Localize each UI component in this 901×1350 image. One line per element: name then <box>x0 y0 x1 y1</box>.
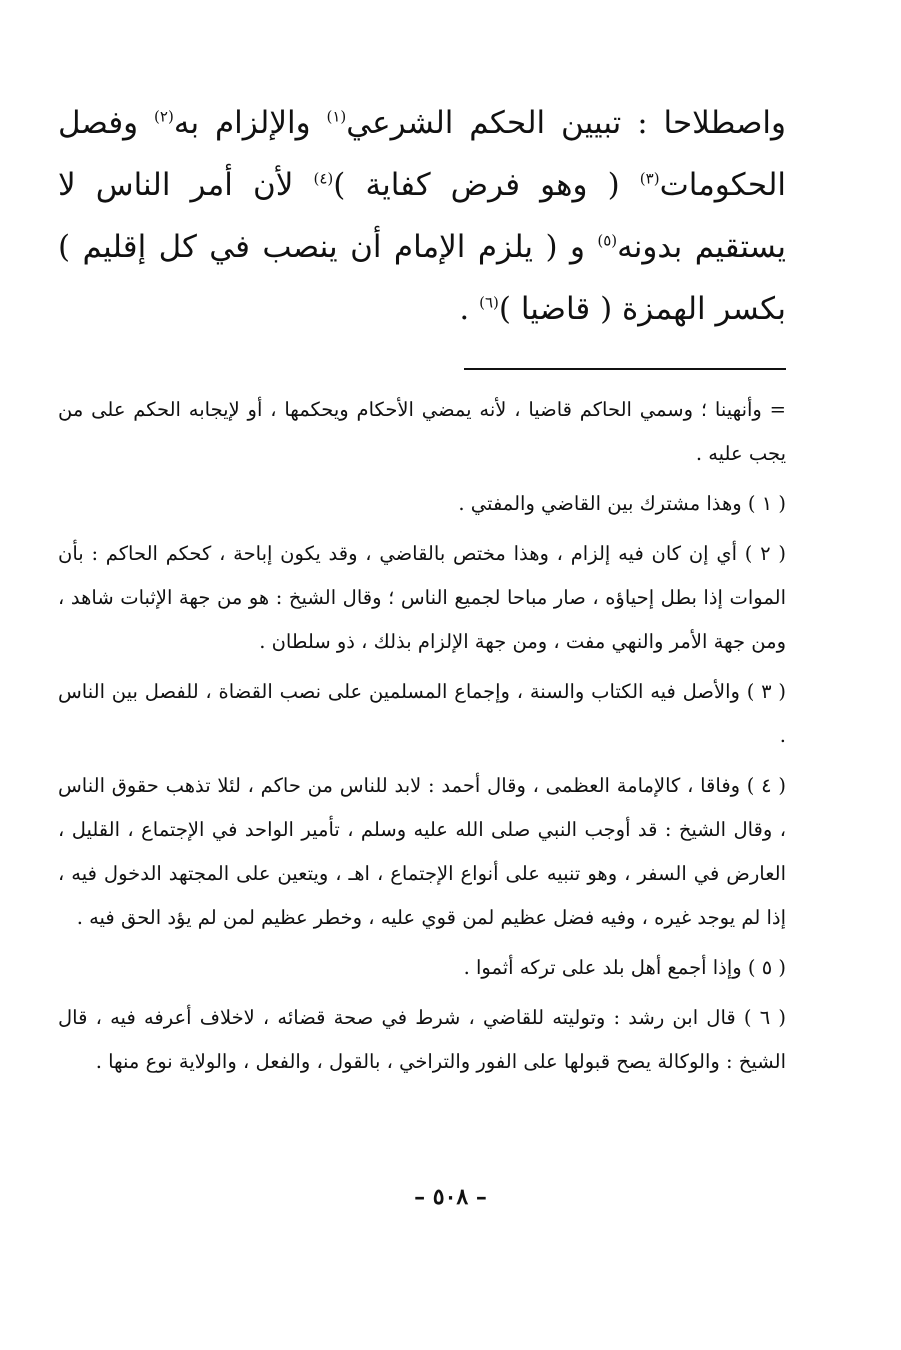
footnote-4: ( ٤ ) وفاقا ، كالإمامة العظمى ، وقال أحمد : لابد للناس من حاكم ، لئلا تذهب حقوق الناس ، وقال الشيخ : قد أوجب النبي صلى الله عليه وسلم ، تأمير الواحد في الإجتماع ، القليل ، العارض في السفر ، وهو تنبيه على أنواع الإجتماع ، اهـ ، ويتعين على المجتهد الدخول فيه ، إذا لم يوجد غيره ، وفيه فضل عظيم لمن قوي عليه ، وخطر عظيم لمن لم يؤد الحق فيه . <box>58 774 786 929</box>
footnote-6: ( ٦ ) قال ابن رشد : وتوليته للقاضي ، شرط في صحة قضائه ، لاخلاف أعرفه فيه ، قال الشيخ : والوكالة يصح قبولها على الفور والتراخي ، بالقول ، والفعل ، والولاية نوع منها . <box>58 1006 786 1073</box>
footnote-5: ( ٥ ) وإذا أجمع أهل بلد على تركه أثموا . <box>463 956 786 979</box>
footnote-ref-5: (٥) <box>597 231 618 250</box>
footnote-ref-2: (٢) <box>154 107 174 126</box>
main-text-part: و ( يلزم الإمام أن ينصب في كل إقليم ) بكسر الهمزة ( قاضيا ) <box>58 229 786 327</box>
footnote-continuation: = وأنهينا ؛ وسمي الحاكم قاضيا ، لأنه يمضي الأحكام ويحكمها ، أو لإيجابه الحكم على من يجب عليه . <box>58 398 786 465</box>
footnote-ref-3: (٣) <box>639 169 660 188</box>
page-body <box>58 92 786 1090</box>
main-text-part: . <box>459 291 480 327</box>
footnote-3: ( ٣ ) والأصل فيه الكتاب والسنة ، وإجماع المسلمين على نصب القضاة ، للفصل بين الناس . <box>58 680 786 747</box>
footnote-ref-6: (٦) <box>479 293 499 312</box>
footnote-1: ( ١ ) وهذا مشترك بين القاضي والمفتي . <box>458 492 786 515</box>
footnote-divider <box>464 368 786 370</box>
page-number: – ٥٠٨ – <box>414 1184 487 1210</box>
footnote-ref-1: (١) <box>326 107 347 126</box>
footnotes <box>58 388 786 1084</box>
main-text-part: لأن أمر الناس لا يستقيم بدونه <box>58 167 787 265</box>
main-text-part: واصطلاحا : تبيين الحكم الشرعي <box>346 105 786 141</box>
main-text-part: ( وهو فرض كفاية ) <box>333 167 640 203</box>
footnote-ref-4: (٤) <box>313 169 334 188</box>
main-text-part: وفصل الحكومات <box>58 105 786 203</box>
main-text <box>58 92 786 340</box>
main-text-part: والإلزام به <box>173 105 327 141</box>
footnote-2: ( ٢ ) أي إن كان فيه إلزام ، وهذا مختص بالقاضي ، وقد يكون إباحة ، كحكم الحاكم : بأن الموات إذا بطل إحياؤه ، صار مباحا لجميع الناس ؛ وقال الشيخ : هو من جهة الإثبات شاهد ، ومن جهة الأمر والنهي مفت ، ومن جهة الإلزام بذلك ، ذو سلطان . <box>58 542 786 653</box>
